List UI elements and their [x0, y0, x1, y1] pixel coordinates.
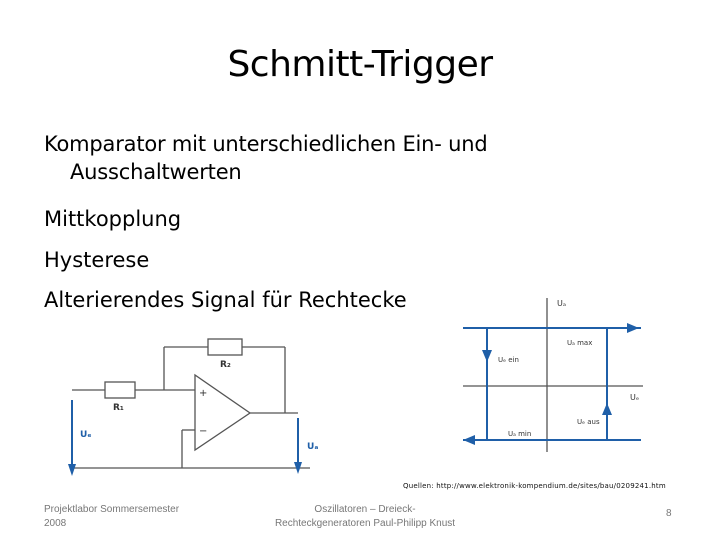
curve-arrow-top — [627, 323, 639, 333]
curve-arrow-right — [602, 403, 612, 415]
ue-label: Uₑ — [80, 430, 92, 440]
ua-max-label: Uₐ max — [567, 339, 593, 347]
hysteresis-diagram — [455, 290, 650, 455]
footer-course: Projektlabor Sommersemester — [44, 504, 180, 515]
footer-center — [245, 503, 485, 531]
curve-arrow-bottom — [463, 435, 475, 445]
source-citation: Quellen: http://www.elektronik-kompendium.de/sites/bau/0209241.htm — [403, 482, 666, 490]
bullet-item-continuation: Ausschaltwerten — [70, 160, 242, 184]
footer-year: 2008 — [44, 518, 67, 529]
opamp-symbol — [195, 375, 250, 450]
page-number: 8 — [666, 508, 672, 519]
bullet-item: Hysterese — [44, 248, 150, 272]
bullet-list — [44, 130, 604, 186]
ua-min-label: Uₐ min — [508, 430, 532, 438]
footer-left — [44, 503, 179, 531]
bullet-item: Komparator mit unterschiedlichen Ein- und — [44, 132, 488, 156]
ua-label: Uₐ — [307, 442, 319, 452]
ue-aus-label: Uₑ aus — [577, 418, 600, 426]
footer-topic: Oszillatoren – Dreieck- — [314, 504, 416, 515]
plus-input-label: + — [199, 388, 208, 399]
ua-axis-label: Uₐ — [557, 299, 566, 308]
resistor-r1 — [105, 382, 135, 398]
circuit-diagram — [60, 330, 340, 480]
slide-title: Schmitt-Trigger — [227, 44, 493, 85]
ue-arrowhead — [68, 464, 76, 476]
bullet-item: Mittkopplung — [44, 207, 182, 231]
minus-input-label: − — [199, 426, 208, 437]
curve-arrow-left — [482, 350, 492, 362]
r2-label: R₂ — [220, 360, 231, 370]
circuit-wires — [72, 347, 310, 468]
r1-label: R₁ — [113, 403, 124, 413]
ue-ein-label: Uₑ ein — [498, 356, 519, 364]
bullet-item: Alterierendes Signal für Rechtecke — [44, 288, 407, 312]
resistor-r2 — [208, 339, 242, 355]
ue-axis-label: Uₑ — [630, 393, 640, 402]
footer-author: Rechteckgeneratoren Paul-Philipp Knust — [274, 518, 456, 529]
hysteresis-curve — [463, 328, 641, 440]
